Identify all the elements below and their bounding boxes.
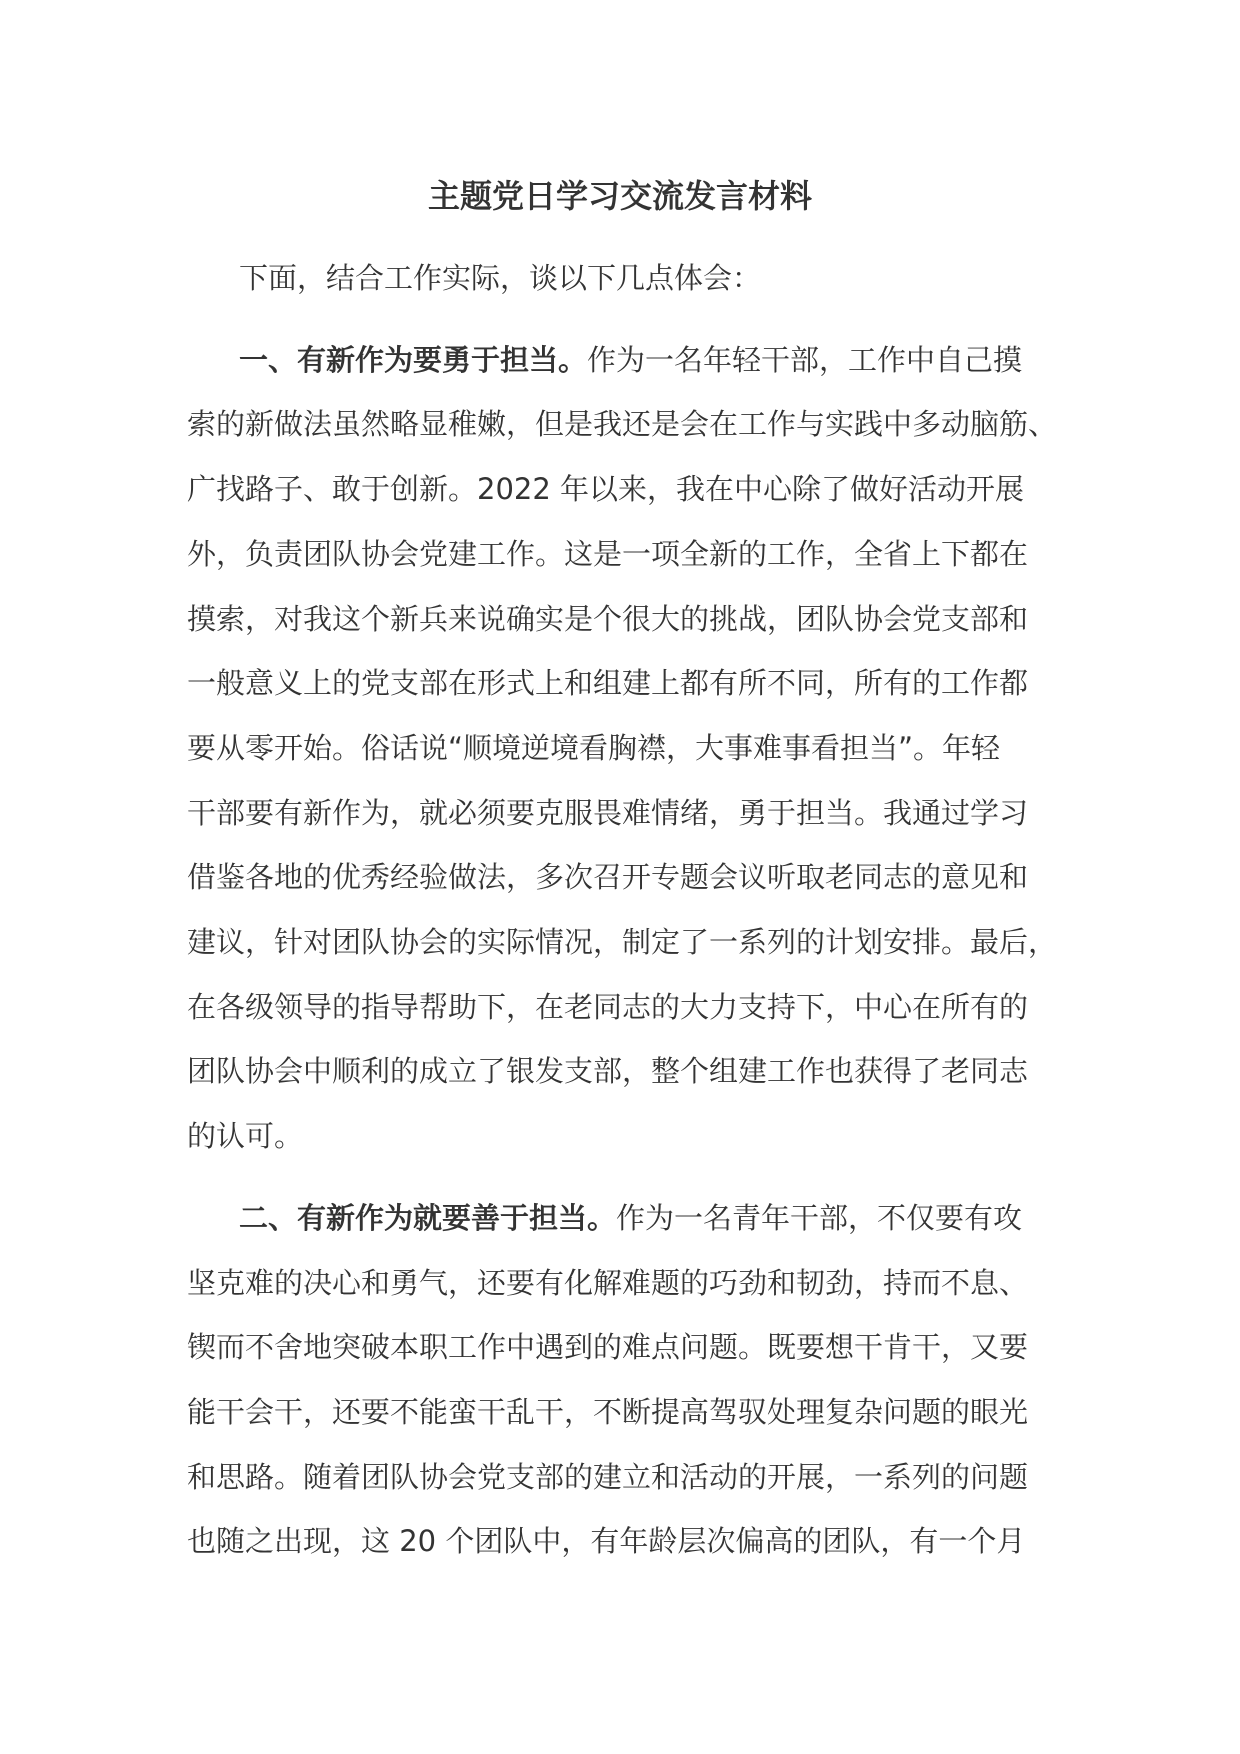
section-1-line: 的认可。 xyxy=(187,1119,304,1154)
section-2-heading: 二、有新作为就要善于担当。 xyxy=(239,1200,617,1235)
section-1-line: 干部要有新作为，就必须要克服畏难情绪，勇于担当。我通过学习 xyxy=(187,795,1029,830)
section-2-line: 和思路。随着团队协会党支部的建立和活动的开展，一系列的问题 xyxy=(187,1459,1029,1494)
section-2-line: 也随之出现，这 20 个团队中，有年龄层次偏高的团队，有一个月 xyxy=(187,1524,1026,1559)
document-body xyxy=(187,246,1077,1574)
section-2-line: 坚克难的决心和勇气，还要有化解难题的巧劲和韧劲，持而不息、 xyxy=(187,1265,1029,1300)
section-1-line: 摸索，对我这个新兵来说确实是个很大的挑战，团队协会党支部和 xyxy=(187,601,1029,636)
section-1-line: 外，负责团队协会党建工作。这是一项全新的工作，全省上下都在 xyxy=(187,536,1029,571)
section-1-line: 一般意义上的党支部在形式上和组建上都有所不同，所有的工作都 xyxy=(187,666,1029,701)
document-title: 主题党日学习交流发言材料 xyxy=(427,177,812,215)
intro-line: 下面，结合工作实际，谈以下几点体会： xyxy=(239,261,762,295)
section-1-line: 建议，针对团队协会的实际情况，制定了一系列的计划安排。最后， xyxy=(187,925,1058,960)
section-1-line: 索的新做法虽然略显稚嫩，但是我还是会在工作与实践中多动脑筋、 xyxy=(187,407,1058,442)
section-1-line: 团队协会中顺利的成立了银发支部，整个组建工作也获得了老同志 xyxy=(187,1054,1029,1089)
section-2-first-line xyxy=(187,1186,1077,1251)
section-1-heading: 一、有新作为要勇于担当。 xyxy=(239,342,588,377)
section-2-line: 能干会干，还要不能蛮干乱干，不断提高驾驭处理复杂问题的眼光 xyxy=(187,1394,1029,1429)
section-2-paragraph xyxy=(187,1186,1077,1574)
section-1-line: 作为一名年轻干部，工作中自己摸 xyxy=(587,342,1023,377)
section-1-paragraph xyxy=(187,328,1077,1169)
section-1-first-line xyxy=(187,328,1077,393)
section-1-line: 广找路子、敢于创新。2022 年以来，我在中心除了做好活动开展 xyxy=(187,472,1025,507)
section-1-line: 在各级领导的指导帮助下，在老同志的大力支持下，中心在所有的 xyxy=(187,989,1029,1024)
section-2-line: 作为一名青年干部，不仅要有攻 xyxy=(616,1200,1023,1235)
intro-paragraph xyxy=(187,246,1077,311)
section-1-line: 借鉴各地的优秀经验做法，多次召开专题会议听取老同志的意见和 xyxy=(187,860,1029,895)
section-1-line: 要从零开始。俗话说“顺境逆境看胸襟，大事难事看担当”。年轻 xyxy=(187,730,1001,765)
section-2-line: 锲而不舍地突破本职工作中遇到的难点问题。既要想干肯干，又要 xyxy=(187,1330,1029,1365)
